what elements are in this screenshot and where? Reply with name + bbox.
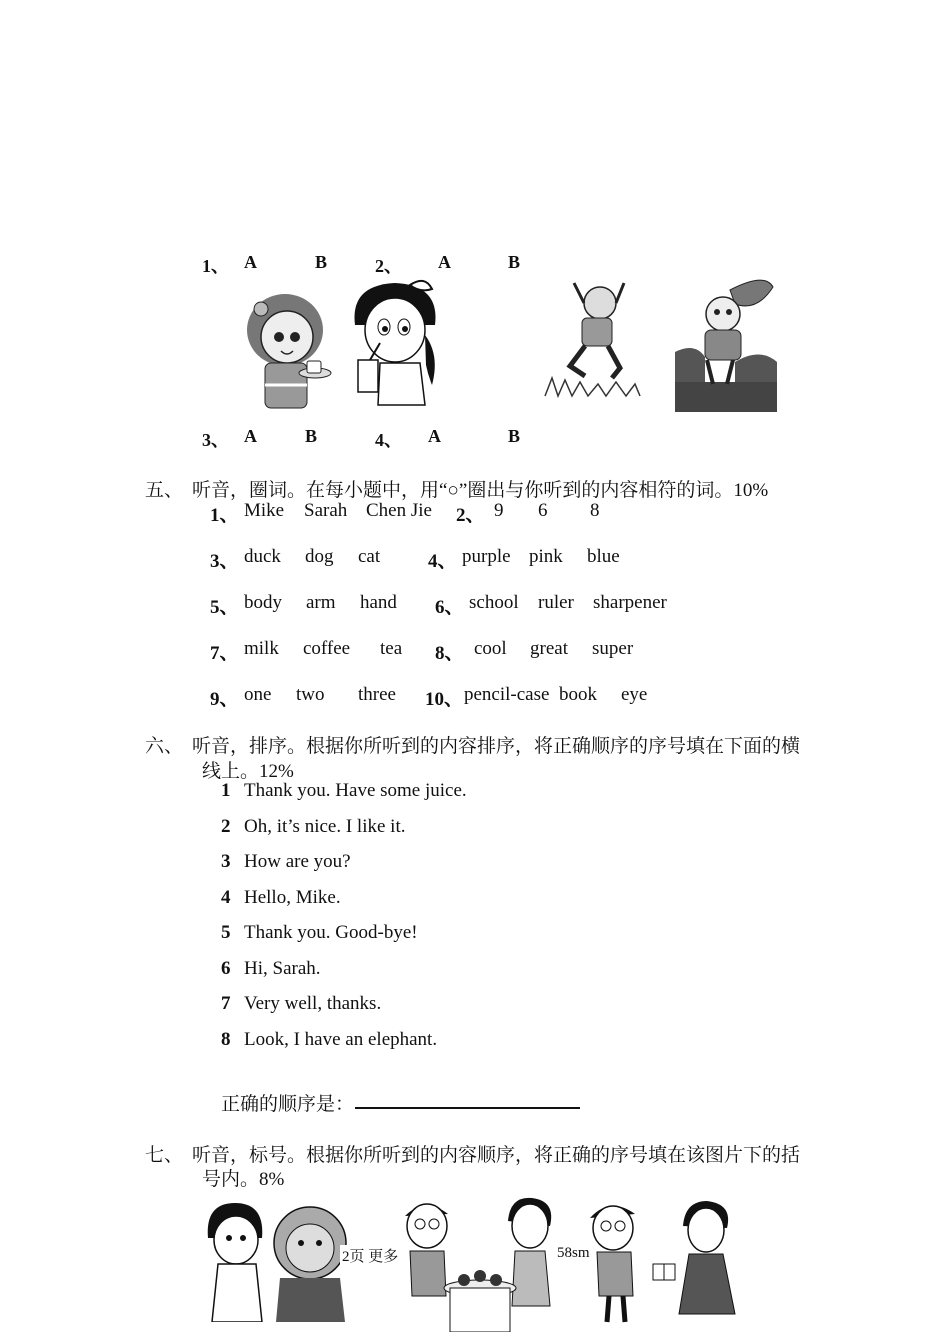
sitting-girl-illustration <box>675 272 777 412</box>
dialogue-line: Thank you. Good-bye! <box>244 922 418 943</box>
girl-with-tea-illustration <box>235 285 335 415</box>
section-label: 七、 <box>145 1145 184 1166</box>
word-option[interactable]: eye <box>621 684 648 705</box>
jumping-boy-illustration <box>540 278 645 403</box>
word-option[interactable]: pink <box>529 546 563 567</box>
dialogue-line: Thank you. Have some juice. <box>244 780 467 801</box>
word-option[interactable]: duck <box>244 546 281 567</box>
word-option[interactable]: body <box>244 592 282 613</box>
word-option[interactable]: milk <box>244 638 279 659</box>
option-a: A <box>244 426 257 446</box>
word-option[interactable]: cat <box>358 546 381 567</box>
answer-blank-line[interactable] <box>355 1107 580 1109</box>
word-option[interactable]: super <box>592 638 634 659</box>
word-option[interactable]: two <box>296 684 325 705</box>
section-instruction-continued: 线上。12% <box>202 761 294 782</box>
gift-giving-illustration <box>585 1196 745 1324</box>
item-number: 3、 <box>202 430 229 450</box>
option-b: B <box>315 252 328 272</box>
item-number: 6、 <box>435 597 464 618</box>
section-instruction: 听音，圈词。在每小题中，用“○”圈出与你听到的内容相符的词。10% <box>192 480 769 501</box>
item-number: 10、 <box>425 689 464 710</box>
word-option[interactable]: book <box>559 684 597 705</box>
section-instruction: 听音，排序。根据你所听到的内容排序，将正确顺序的序号填在下面的横 <box>192 736 801 757</box>
option-b: B <box>508 252 521 272</box>
item-number: 1、 <box>210 505 239 526</box>
girl-with-juice-illustration <box>340 275 450 410</box>
word-option[interactable]: hand <box>360 592 397 613</box>
item-number: 5、 <box>210 597 239 618</box>
item-number: 2、 <box>456 505 485 526</box>
dialogue-line: Hello, Mike. <box>244 887 341 908</box>
word-option[interactable]: Sarah <box>304 500 348 521</box>
item-number: 2、 <box>375 256 402 276</box>
item-number: 7、 <box>210 643 239 664</box>
party-cake-illustration <box>400 1196 556 1332</box>
word-option[interactable]: great <box>530 638 568 659</box>
option-b: B <box>508 426 521 446</box>
line-number: 3 <box>221 851 231 872</box>
line-number: 7 <box>221 993 231 1014</box>
footer-site-text: 58sm <box>557 1245 590 1261</box>
word-option[interactable]: three <box>358 684 396 705</box>
option-a: A <box>438 252 451 272</box>
word-option[interactable]: Chen Jie <box>366 500 432 521</box>
word-option[interactable]: cool <box>474 638 507 659</box>
word-option[interactable]: purple <box>462 546 511 567</box>
section-label: 五、 <box>145 480 184 501</box>
footer-page-text: 2页 更多 <box>340 1245 400 1266</box>
option-a: A <box>428 426 441 446</box>
word-option[interactable]: school <box>469 592 519 613</box>
section-instruction: 听音，标号。根据你所听到的内容顺序，将正确的序号填在该图片下的括 <box>192 1145 801 1166</box>
word-option[interactable]: dog <box>305 546 334 567</box>
line-number: 8 <box>221 1029 231 1050</box>
line-number: 2 <box>221 816 231 837</box>
girl-and-lion-illustration <box>200 1198 348 1322</box>
word-option[interactable]: ruler <box>538 592 574 613</box>
dialogue-line: Hi, Sarah. <box>244 958 321 979</box>
word-option[interactable]: 8 <box>590 500 600 521</box>
item-number: 4、 <box>428 551 457 572</box>
word-option[interactable]: 9 <box>494 500 504 521</box>
dialogue-line: How are you? <box>244 851 351 872</box>
option-a: A <box>244 252 257 272</box>
word-option[interactable]: sharpener <box>593 592 667 613</box>
line-number: 5 <box>221 922 231 943</box>
word-option[interactable]: coffee <box>303 638 351 659</box>
word-option[interactable]: arm <box>306 592 336 613</box>
line-number: 4 <box>221 887 231 908</box>
word-option[interactable]: pencil-case <box>464 684 550 705</box>
dialogue-line: Very well, thanks. <box>244 993 382 1014</box>
option-b: B <box>305 426 318 446</box>
item-number: 4、 <box>375 430 402 450</box>
item-number: 8、 <box>435 643 464 664</box>
item-number: 1、 <box>202 256 229 276</box>
word-option[interactable]: 6 <box>538 500 548 521</box>
section-label: 六、 <box>145 736 184 757</box>
section-instruction-continued: 号内。8% <box>202 1169 285 1190</box>
answer-label: 正确的顺序是： <box>221 1094 355 1115</box>
dialogue-line: Oh, it’s nice. I like it. <box>244 816 406 837</box>
dialogue-line: Look, I have an elephant. <box>244 1029 438 1050</box>
item-number: 9、 <box>210 689 239 710</box>
word-option[interactable]: blue <box>587 546 620 567</box>
line-number: 1 <box>221 780 231 801</box>
item-number: 3、 <box>210 551 239 572</box>
word-option[interactable]: tea <box>380 638 403 659</box>
word-option[interactable]: one <box>244 684 272 705</box>
word-option[interactable]: Mike <box>244 500 285 521</box>
line-number: 6 <box>221 958 231 979</box>
